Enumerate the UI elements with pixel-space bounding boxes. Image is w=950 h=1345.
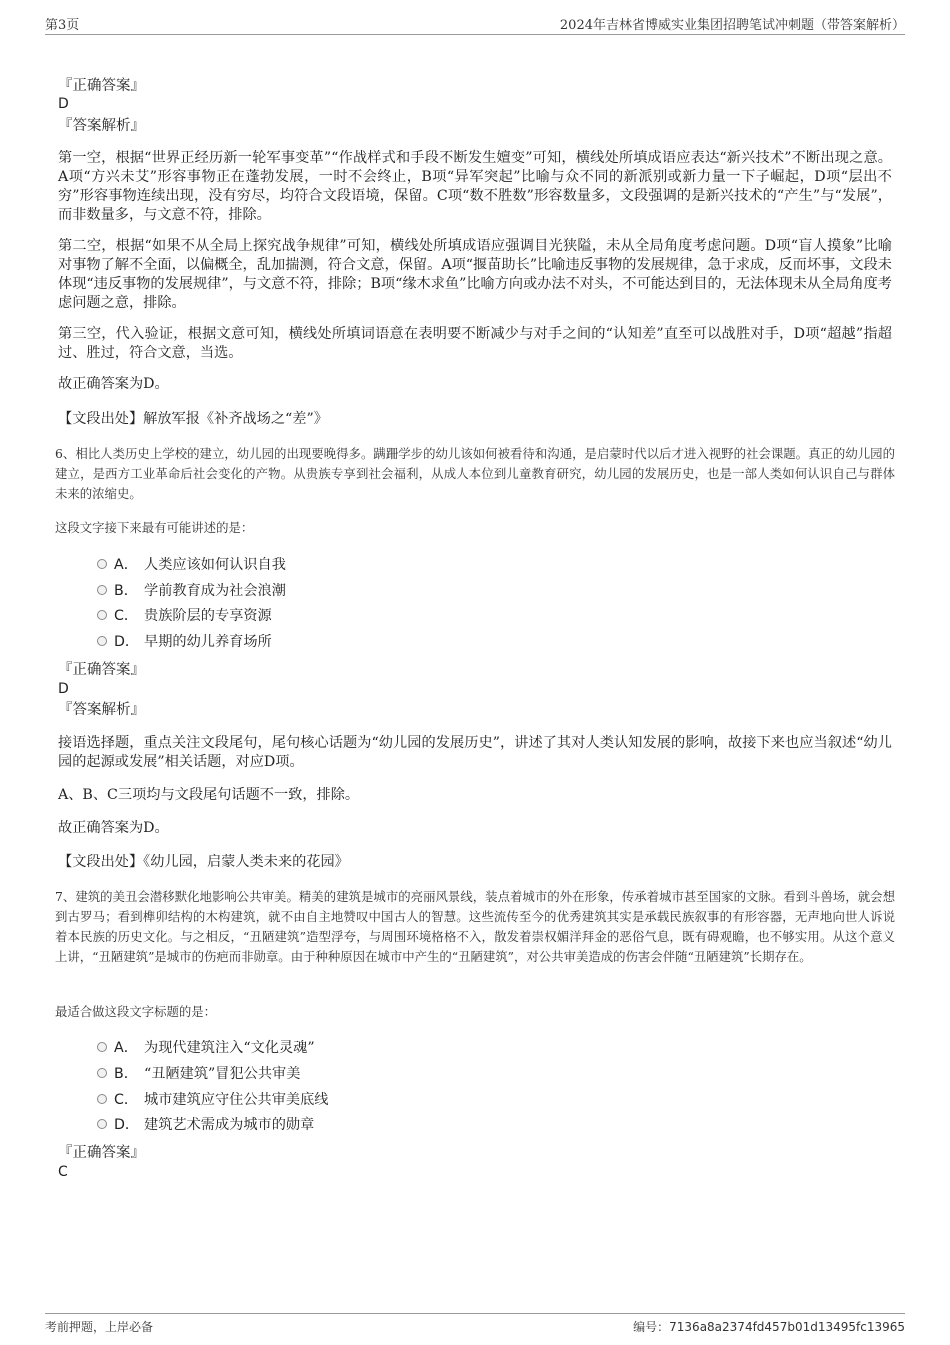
answer-label: 『正确答案』 xyxy=(58,78,145,94)
page-footer xyxy=(45,1313,905,1336)
answer-label: 『正确答案』 xyxy=(58,662,145,678)
source-text: 【文段出处】解放军报《补齐战场之“差”》 xyxy=(58,411,328,427)
question-text: 7、建筑的美丑会潜移默化地影响公共审美。精美的建筑是城市的亮丽风景线，装点着城市的外在形象，传承着城市甚至国家的文脉。看到斗兽场，就会想到古罗马；看到榫卯结构的木构建筑，就不由自主地赞叹中国古人的智慧。这些流传至今的优秀建筑其实是承载民族叙事的有形容器，无声地向世人诉说着本民族的历史文化。与之相反，“丑陋建筑”造型浮夸，与周围环境格格不入，散发着崇权媚洋拜金的恶俗气息，既有碍观瞻，也不够实用。从这个意义上讲，“丑陋建筑”是城市的伤疤而非勋章。由于种种原因在城市中产生的“丑陋建筑”，对公共审美造成的伤害会伴随“丑陋建筑”长期存在。 xyxy=(55,889,895,964)
answer-value: C xyxy=(58,1164,68,1180)
option-d[interactable]: D． 建筑艺术需成为城市的勋章 xyxy=(97,1115,314,1135)
option-b[interactable]: B． 学前教育成为社会浪潮 xyxy=(97,581,286,601)
footer-slogan: 考前押题，上岸必备 xyxy=(45,1320,154,1334)
analysis-paragraph: 第二空，根据“如果不从全局上探究战争规律”可知，横线处所填成语应强调目光狭隘，未从全局角度考虑问题。D项“盲人摸象”比喻对事物了解不全面，以偏概全，乱加揣测，符合文意，保留。A项“揠苗助长”比喻违反事物的发展规律，急于求成，反而坏事，文段未体现“违反事物的发展规律”，与文意不符，排除；B项“缘木求鱼”比喻方向或办法不对头，不可能达到目的，无法体现未从全局角度考虑问题之意，排除。 xyxy=(58,238,892,311)
analysis-label: 『答案解析』 xyxy=(58,118,145,134)
analysis-paragraph: A、B、C三项均与文段尾句话题不一致，排除。 xyxy=(58,787,360,803)
answer-value: D xyxy=(58,681,69,697)
analysis-paragraph: 第一空，根据“世界正经历新一轮军事变革”“作战样式和手段不断发生嬗变”可知，横线处所填成语应表达“新兴技术”不断出现之意。A项“方兴未艾”形容事物正在蓬勃发展，一时不会终止，B项“异军突起”比喻与众不同的新派别或新力量一下子崛起，D项“层出不穷”形容事物连续出现，没有穷尽，均符合文段语境，保留。C项“数不胜数”形容数量多，文段强调的是新兴技术的“产生”与“发展”，而非数量多，与文意不符，排除。 xyxy=(58,150,892,223)
radio-button[interactable] xyxy=(97,559,107,569)
radio-button[interactable] xyxy=(97,1119,107,1129)
answer-label: 『正确答案』 xyxy=(58,1145,145,1161)
question-text: 6、相比人类历史上学校的建立，幼儿园的出现要晚得多。蹒跚学步的幼儿该如何被看待和沟通，是启蒙时代以后才进入视野的社会课题。真正的幼儿园的建立，是西方工业革命后社会变化的产物。从贵族专享到社会福利，从成人本位到儿童教育研究，幼儿园的发展历史，也是一部人类如何认识自己与群体未来的浓缩史。 xyxy=(55,446,895,501)
conclusion-text: 故正确答案为D。 xyxy=(58,376,169,392)
source-text: 【文段出处】《幼儿园，启蒙人类未来的花园》 xyxy=(58,854,349,870)
radio-button[interactable] xyxy=(97,1094,107,1104)
radio-button[interactable] xyxy=(97,1042,107,1052)
page-number: 第3页 xyxy=(45,18,80,33)
question-prompt: 最适合做这段文字标题的是： xyxy=(55,1004,217,1019)
page-header xyxy=(45,12,905,35)
document-code: 编号：7136a8a2374fd457b01d13495fc13965 xyxy=(633,1320,905,1334)
option-c[interactable]: C． 贵族阶层的专享资源 xyxy=(97,606,272,626)
radio-button[interactable] xyxy=(97,1068,107,1078)
option-a[interactable]: A． 为现代建筑注入“文化灵魂” xyxy=(97,1038,315,1058)
analysis-paragraph: 接语选择题，重点关注文段尾句，尾句核心话题为“幼儿园的发展历史”，讲述了其对人类认知发展的影响，故接下来也应当叙述“幼儿园的起源或发展”相关话题，对应D项。 xyxy=(58,735,892,770)
radio-button[interactable] xyxy=(97,610,107,620)
option-d[interactable]: D． 早期的幼儿养育场所 xyxy=(97,632,272,652)
radio-button[interactable] xyxy=(97,585,107,595)
option-c[interactable]: C． 城市建筑应守住公共审美底线 xyxy=(97,1090,328,1110)
conclusion-text: 故正确答案为D。 xyxy=(58,820,169,836)
answer-value: D xyxy=(58,96,69,112)
radio-button[interactable] xyxy=(97,636,107,646)
analysis-label: 『答案解析』 xyxy=(58,702,145,718)
option-b[interactable]: B． “丑陋建筑”冒犯公共审美 xyxy=(97,1064,300,1084)
analysis-paragraph: 第三空，代入验证，根据文意可知，横线处所填词语意在表明要不断减少与对手之间的“认知差”直至可以战胜对手，D项“超越”指超过、胜过，符合文意，当选。 xyxy=(58,326,892,361)
question-prompt: 这段文字接下来最有可能讲述的是： xyxy=(55,520,254,535)
document-title: 2024年吉林省博威实业集团招聘笔试冲刺题（带答案解析） xyxy=(559,18,905,33)
option-a[interactable]: A． 人类应该如何认识自我 xyxy=(97,555,286,575)
